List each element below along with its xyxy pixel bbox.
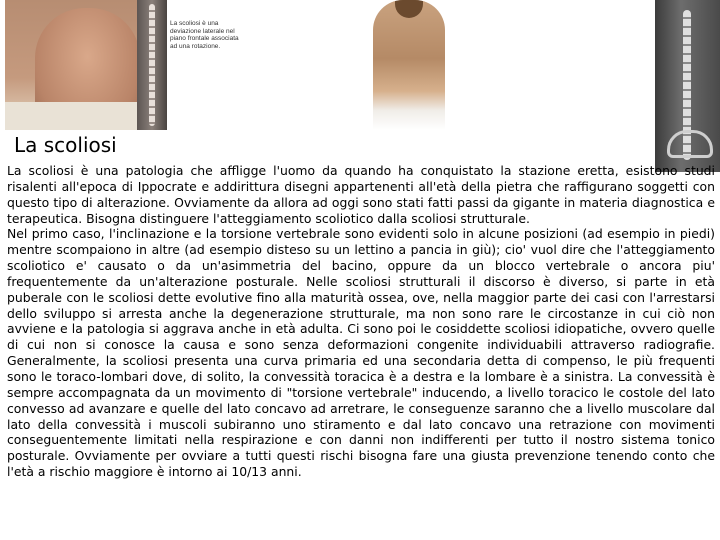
paragraph-1: La scoliosi è una patologia che affligge l'uomo da quando ha conquistato la stazione eretta, esistono studi risalenti all'epoca di Ippocrate e addirittura disegni appartenenti all'età della pietra che raffigurano soggetti con questo tipo di alterazione. Ovviamente da allora ad oggi sono stati fatti passi da gigante in materia diagnostica e terapeutica. Bisogna distinguere l'atteggiamento scoliotico dalla scoliosi strutturale. (7, 163, 715, 226)
spine-shape (149, 4, 155, 126)
spine-xray-full (655, 0, 720, 172)
pelvis-shape (667, 130, 713, 158)
image-caption: La scoliosi è una deviazione laterale nel piano frontale associata ad una rotazione. (170, 20, 239, 50)
paragraph-2: Nel primo caso, l'inclinazione e la torsione vertebrale sono evidenti solo in alcune posizioni (ad esempio in piedi) mentre scompaiono in altre (ad esempio disteso su un lettino a pancia in giù); cio' vuol dire che l'atteggiamento scoliotico e' causato o da un'asimmetria del bacino, oppure da un blocco vertebrale o ancora piu' frequentemente da un'alterazione posturale. Nelle scoliosi strutturali il discorso è diverso, si parte in età puberale con le scoliosi dette evolutive fino alla maturità ossea, ove, nella maggior parte dei casi con l'arrestarsi dello sviluppo si arresta anche la degenerazione strutturale, ma non sono rare le circostanze in cui ciò non avviene e la patologia si aggrava anche in età adulta. Ci sono poi le cosiddette scoliosi idiopatiche, ovvero quelle di cui non si conosce la causa e sono senza deformazioni congenite individuabili attraverso radiografie. Generalmente, la scoliosi presenta una curva primaria ed una secondaria detta di compenso, le più frequenti sono le toraco-lombari dove, di solito, la convessità toracica è a destra e la lombare è a sinistra. La convessità è sempre accompagnata da un movimento di "torsione vertebrale" inducendo, a livello toracico le costole del lato convesso ad avanzare e quelle del lato concavo ad arretrare, le conseguenze saranno che a livello muscolare dal lato della convessità i muscoli subiranno uno stiramento e dal lato concavo una retrazione con movimenti conseguentemente limitati nella respirazione e con danni non indifferenti per tutto il nostro sistema tonico posturale. Ovviamente per ovviare a tutti questi rischi bisogna fare una giusta prevenzione tenendo conto che l'età a rischio maggiore è intorno ai 10/13 anni. (7, 226, 715, 480)
back-photo-2 (373, 0, 445, 130)
spine-xray-small (137, 0, 167, 130)
hair-shape (395, 0, 423, 18)
body-text (7, 163, 715, 480)
page-title: La scoliosi (14, 133, 117, 157)
